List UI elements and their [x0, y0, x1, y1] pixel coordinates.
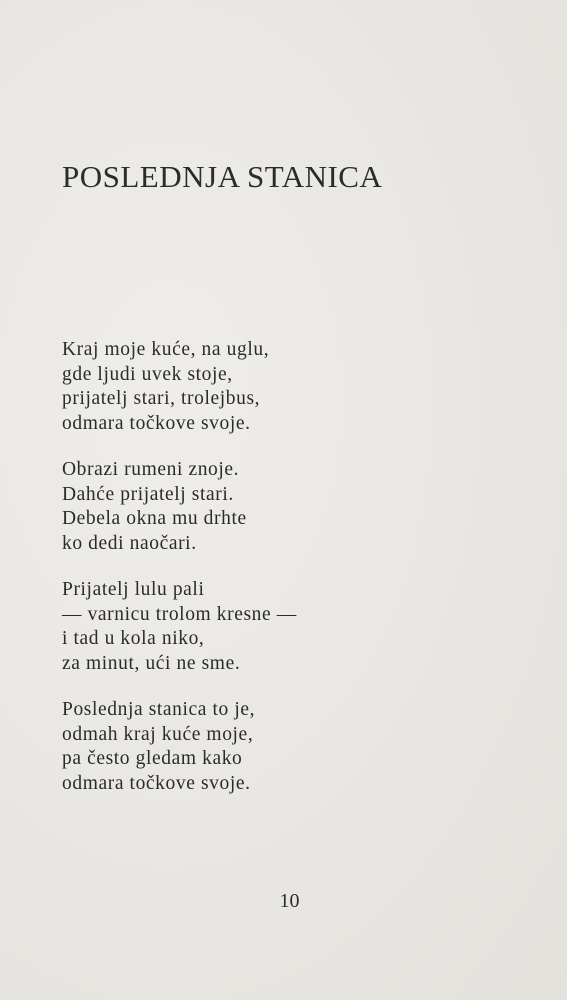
poem-line: pa često gledam kako	[62, 748, 243, 769]
stanza-1	[62, 338, 502, 436]
poem-line: odmara točkove svoje.	[62, 412, 251, 434]
stanza-4	[62, 698, 502, 796]
poem-line: gde ljudi uvek stoje,	[62, 363, 233, 385]
poem-line: — varnicu trolom kresne —	[62, 603, 297, 625]
poem-line: odmah kraj kuće moje,	[62, 723, 254, 745]
stanza-2	[62, 458, 502, 556]
poem-line: Dahće prijatelj stari.	[62, 483, 234, 505]
page-number: 10	[279, 890, 300, 912]
poem-line: Prijatelj lulu pali	[62, 579, 205, 600]
poem-line: i tad u kola niko,	[62, 628, 205, 649]
poem-line: prijatelj stari, trolejbus,	[62, 388, 261, 409]
poem-line: Debela okna mu drhte	[62, 508, 247, 529]
poem-line: Kraj moje kuće, na uglu,	[62, 339, 270, 360]
poem-line: Obrazi rumeni znoje.	[62, 459, 240, 480]
poem-line: odmara točkove svoje.	[62, 772, 251, 794]
poem-body	[62, 338, 502, 818]
poem-line: za minut, ući ne sme.	[62, 652, 241, 674]
poem-line: Poslednja stanica to je,	[62, 699, 256, 720]
stanza-3	[62, 578, 502, 676]
poem-line: ko dedi naočari.	[62, 532, 197, 554]
poem-title: POSLEDNJA STANICA	[62, 159, 383, 194]
